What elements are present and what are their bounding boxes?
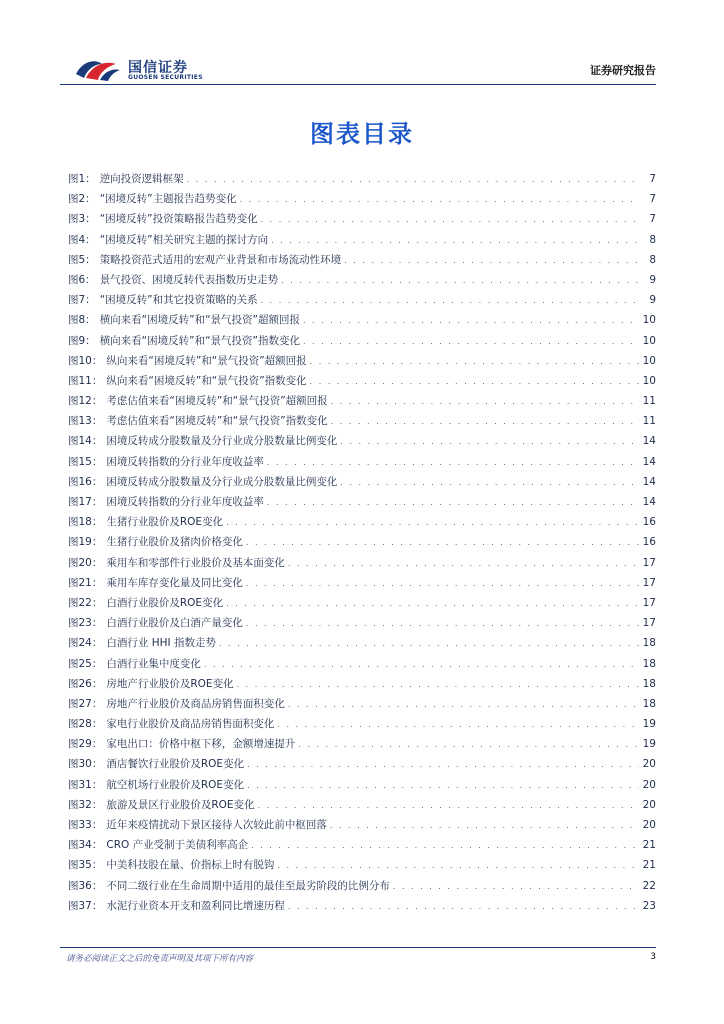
toc-entry-leader	[281, 276, 639, 285]
toc-entry-number: 图28：	[68, 718, 103, 731]
toc-entry-title: 房地产行业股价及ROE变化	[106, 677, 234, 690]
toc-entry-number: 图14：	[68, 435, 103, 448]
toc-entry-page: 10	[642, 354, 656, 367]
toc-entry-number: 图37：	[68, 899, 103, 912]
toc-entry[interactable]	[68, 635, 656, 655]
toc-entry-page: 18	[642, 657, 656, 670]
toc-entry-page: 20	[642, 798, 656, 811]
toc-entry-title: 航空机场行业股价及ROE变化	[106, 778, 245, 791]
toc-entry-leader	[331, 397, 639, 406]
toc-entry[interactable]	[68, 232, 656, 252]
header-divider	[60, 84, 656, 85]
toc-entry-page: 8	[649, 253, 656, 266]
toc-entry-number: 图34：	[68, 839, 103, 852]
toc-entry-number: 图26：	[68, 677, 103, 690]
toc-entry-page: 16	[642, 516, 656, 529]
toc-entry-number: 图33：	[68, 819, 103, 831]
toc-entry-title: 白酒行业集中度变化	[106, 657, 201, 670]
toc-entry-leader	[344, 256, 639, 265]
toc-entry-number: 图10：	[68, 354, 103, 367]
toc-entry-number: 图32：	[68, 798, 103, 811]
toc-entry-number: 图21：	[68, 576, 103, 589]
toc-entry-title: “困境反转”主题报告趋势变化	[99, 193, 237, 206]
toc-entry-number: 图20：	[68, 556, 103, 569]
toc-entry-title: 不同二级行业在生命周期中适用的最佳至最劣阶段的比例分布	[106, 879, 390, 892]
toc-entry[interactable]	[68, 413, 656, 433]
toc-entry[interactable]	[68, 555, 656, 575]
toc-entry-page: 14	[642, 475, 656, 488]
toc-entry-leader	[340, 478, 639, 487]
toc-entry-number: 图16：	[68, 475, 103, 488]
footer-disclaimer: 请务必阅读正文之后的免责声明及其项下所有内容	[66, 954, 254, 964]
toc-entry-number: 图17：	[68, 496, 103, 508]
toc-entry[interactable]	[68, 736, 656, 756]
toc-entry-number: 图9：	[68, 334, 96, 347]
toc-entry-number: 图25：	[68, 657, 103, 670]
toc-entry-title: 旅游及景区行业股价及ROE变化	[106, 798, 255, 811]
toc-entry-page: 18	[642, 677, 656, 690]
toc-entry[interactable]	[68, 211, 656, 231]
toc-entry-number: 图1：	[68, 173, 96, 185]
toc-entry-number: 图7：	[68, 294, 96, 307]
toc-entry-leader	[393, 882, 639, 891]
toc-entry[interactable]	[68, 494, 656, 514]
toc-entry-title: 考虑估值来看“困境反转”和“景气投资”指数变化	[106, 415, 328, 428]
toc-entry-page: 23	[642, 899, 656, 912]
toc-entry-number: 图8：	[68, 314, 96, 327]
toc-entry-page: 7	[649, 173, 656, 185]
toc-entry-leader	[277, 720, 639, 729]
toc-entry-number: 图30：	[68, 758, 103, 771]
toc-entry-leader	[288, 700, 639, 709]
toc-entry-leader	[219, 639, 639, 648]
toc-entry[interactable]	[68, 696, 656, 716]
toc-entry-title: 生猪行业股价及猪肉价格变化	[106, 536, 243, 549]
toc-entry-page: 18	[642, 697, 656, 710]
toc-entry-title: 困境反转指数的分行业年度收益率	[106, 496, 264, 508]
toc-entry-leader	[330, 821, 639, 830]
toc-entry-leader	[261, 296, 639, 305]
toc-entry-title: 困境反转成分股数量及分行业成分股数量比例变化	[106, 435, 338, 448]
toc-entry-leader	[240, 195, 639, 204]
toc-entry-title: 白酒行业股价及ROE变化	[106, 596, 224, 609]
toc-entry-title: 策略投资范式适用的宏观产业背景和市场流动性环境	[99, 253, 342, 266]
toc-entry-title: 水泥行业资本开支和盈利同比增速历程	[106, 899, 285, 912]
toc-entry-page: 17	[642, 617, 656, 630]
toc-entry[interactable]	[68, 656, 656, 676]
brand-name: 国信证券	[128, 60, 188, 76]
toc-entry-page: 8	[649, 233, 656, 246]
toc-entry-leader	[267, 498, 639, 507]
toc-entry-title: 生猪行业股价及ROE变化	[106, 516, 224, 529]
toc-entry-leader	[340, 437, 639, 446]
toc-entry[interactable]	[68, 676, 656, 696]
toc-entry-title: 酒店餐饮行业股价及ROE变化	[106, 758, 245, 771]
toc-entry-page: 14	[642, 435, 656, 448]
toc-entry-page: 20	[642, 778, 656, 791]
toc-entry-leader	[226, 599, 639, 608]
toc-entry[interactable]	[68, 817, 656, 837]
toc-entry-leader	[267, 458, 639, 467]
toc-entry-leader	[237, 680, 639, 689]
toc-entry-page: 10	[642, 314, 656, 327]
toc-entry-title: 横向来看“困境反转”和“景气投资”指数变化	[99, 334, 300, 347]
toc-entry-number: 图22：	[68, 596, 103, 609]
toc-entry-leader	[277, 861, 639, 870]
toc-entry-title: 困境反转成分股数量及分行业成分股数量比例变化	[106, 475, 338, 488]
toc-entry-page: 14	[642, 455, 656, 468]
toc-entry-page: 11	[642, 415, 656, 428]
toc-entry-page: 22	[642, 879, 656, 892]
toc-entry-number: 图4：	[68, 233, 96, 246]
toc-entry[interactable]	[68, 454, 656, 474]
toc-entry-number: 图24：	[68, 637, 103, 650]
toc-entry-title: 考虑估值来看“困境反转”和“景气投资”超额回报	[106, 395, 328, 408]
toc-entry[interactable]	[68, 312, 656, 332]
toc-entry-leader	[331, 417, 639, 426]
toc-entry-title: CRO 产业受制于美债利率高企	[106, 839, 249, 852]
toc-entry[interactable]	[68, 353, 656, 373]
toc-entry-leader	[247, 781, 639, 790]
toc-entry-title: 横向来看“困境反转”和“景气投资”超额回报	[99, 314, 300, 327]
toc-entry-number: 图3：	[68, 213, 96, 226]
toc-entry-number: 图29：	[68, 738, 103, 751]
toc-entry-page: 16	[642, 536, 656, 549]
toc-entry-title: 房地产行业股价及商品房销售面积变化	[106, 697, 285, 710]
table-of-figures	[68, 171, 656, 918]
toc-entry-leader	[288, 559, 639, 568]
toc-entry[interactable]	[68, 191, 656, 211]
toc-entry-number: 图2：	[68, 193, 96, 206]
toc-entry[interactable]	[68, 514, 656, 534]
toc-entry[interactable]	[68, 857, 656, 877]
toc-entry-page: 10	[642, 374, 656, 387]
toc-entry[interactable]	[68, 373, 656, 393]
toc-entry[interactable]	[68, 433, 656, 453]
toc-entry[interactable]	[68, 878, 656, 898]
toc-entry-page: 17	[642, 576, 656, 589]
toc-entry-page: 14	[642, 496, 656, 508]
toc-entry-page: 18	[642, 637, 656, 650]
toc-entry[interactable]	[68, 534, 656, 554]
toc-entry-title: 乘用车和零部件行业股价及基本面变化	[106, 556, 285, 569]
toc-entry[interactable]	[68, 797, 656, 817]
page-number: 3	[650, 952, 656, 962]
guosen-logo-icon	[72, 52, 124, 82]
page-header	[72, 48, 656, 84]
toc-entry-leader	[251, 841, 639, 850]
toc-entry-page: 19	[642, 738, 656, 751]
toc-entry-leader	[226, 518, 639, 527]
toc-entry-page: 20	[642, 758, 656, 771]
toc-entry[interactable]	[68, 393, 656, 413]
toc-entry[interactable]	[68, 333, 656, 353]
toc-entry[interactable]	[68, 756, 656, 776]
toc-entry-page: 7	[649, 193, 656, 206]
toc-entry-page: 10	[642, 334, 656, 347]
toc-entry-leader	[258, 801, 639, 810]
toc-entry-page: 7	[649, 213, 656, 226]
page-title: 图表目录	[310, 120, 414, 148]
toc-entry[interactable]	[68, 777, 656, 797]
toc-entry-number: 图23：	[68, 617, 103, 630]
toc-entry-page: 19	[642, 718, 656, 731]
toc-entry[interactable]	[68, 292, 656, 312]
toc-entry-title: 家电行业股价及商品房销售面积变化	[106, 718, 275, 731]
toc-entry-leader	[247, 760, 639, 769]
toc-entry[interactable]	[68, 474, 656, 494]
toc-entry-page: 9	[649, 294, 656, 307]
toc-entry-leader	[204, 660, 639, 669]
toc-entry-title: 逆向投资逻辑框架	[99, 173, 184, 185]
report-type-label: 证券研究报告	[590, 64, 656, 77]
toc-entry-title: 白酒行业股价及白酒产量变化	[106, 617, 243, 630]
toc-entry[interactable]	[68, 575, 656, 595]
toc-entry[interactable]	[68, 716, 656, 736]
toc-entry-title: 乘用车库存变化量及同比变化	[106, 576, 243, 589]
toc-entry-title: 纵向来看“困境反转”和“景气投资”指数变化	[106, 374, 307, 387]
toc-entry-leader	[246, 538, 639, 547]
toc-entry-number: 图35：	[68, 859, 103, 872]
toc-entry-title: 中美科技股在量、价指标上时有脱钩	[106, 859, 275, 872]
toc-entry[interactable]	[68, 272, 656, 292]
toc-entry-title: 近年来疫情扰动下景区接待人次较此前中枢回落	[106, 819, 327, 831]
toc-entry-page: 17	[642, 556, 656, 569]
toc-entry[interactable]	[68, 615, 656, 635]
toc-entry-number: 图12：	[68, 395, 103, 408]
toc-entry-title: 困境反转指数的分行业年度收益率	[106, 455, 264, 468]
toc-entry-number: 图27：	[68, 697, 103, 710]
toc-entry-number: 图11：	[68, 374, 103, 387]
toc-entry-leader	[303, 316, 639, 325]
toc-entry-title: 景气投资、困境反转代表指数历史走势	[99, 273, 279, 286]
toc-entry-leader	[310, 377, 639, 386]
toc-entry-title: “困境反转”相关研究主题的探讨方向	[99, 233, 269, 246]
guosen-logo	[72, 52, 272, 84]
toc-entry-leader	[187, 175, 639, 184]
toc-entry-leader	[298, 740, 639, 749]
toc-entry-number: 图19：	[68, 536, 103, 549]
footer-divider	[60, 947, 656, 948]
toc-entry-number: 图5：	[68, 253, 96, 266]
toc-entry-page: 21	[642, 839, 656, 852]
toc-entry-title: 家电出口：价格中枢下移，金额增速提升	[106, 738, 296, 751]
toc-entry[interactable]	[68, 171, 656, 191]
toc-entry-title: “困境反转”和其它投资策略的关系	[99, 294, 258, 307]
toc-entry-number: 图36：	[68, 879, 103, 892]
toc-entry[interactable]	[68, 898, 656, 918]
toc-entry[interactable]	[68, 595, 656, 615]
toc-entry-leader	[261, 215, 639, 224]
toc-entry-page: 21	[642, 859, 656, 872]
toc-entry-number: 图6：	[68, 273, 96, 286]
toc-entry-leader	[288, 902, 639, 911]
toc-entry-leader	[246, 579, 639, 588]
toc-entry[interactable]	[68, 252, 656, 272]
toc-entry-leader	[271, 236, 639, 245]
toc-entry-page: 20	[642, 819, 656, 831]
toc-entry[interactable]	[68, 837, 656, 857]
toc-entry-title: 纵向来看“困境反转”和“景气投资”超额回报	[106, 354, 307, 367]
toc-entry-page: 9	[649, 273, 656, 286]
toc-entry-leader	[303, 337, 639, 346]
toc-entry-number: 图31：	[68, 778, 103, 791]
toc-entry-number: 图15：	[68, 455, 103, 468]
toc-entry-leader	[310, 357, 639, 366]
toc-entry-number: 图18：	[68, 516, 103, 529]
toc-entry-number: 图13：	[68, 415, 103, 428]
toc-entry-title: “困境反转”投资策略报告趋势变化	[99, 213, 258, 226]
toc-entry-leader	[246, 619, 639, 628]
toc-entry-page: 11	[642, 395, 656, 408]
toc-entry-title: 白酒行业 HHI 指数走势	[106, 637, 216, 650]
brand-subtitle: GUOSEN SECURITIES	[128, 74, 203, 81]
toc-entry-page: 17	[642, 596, 656, 609]
